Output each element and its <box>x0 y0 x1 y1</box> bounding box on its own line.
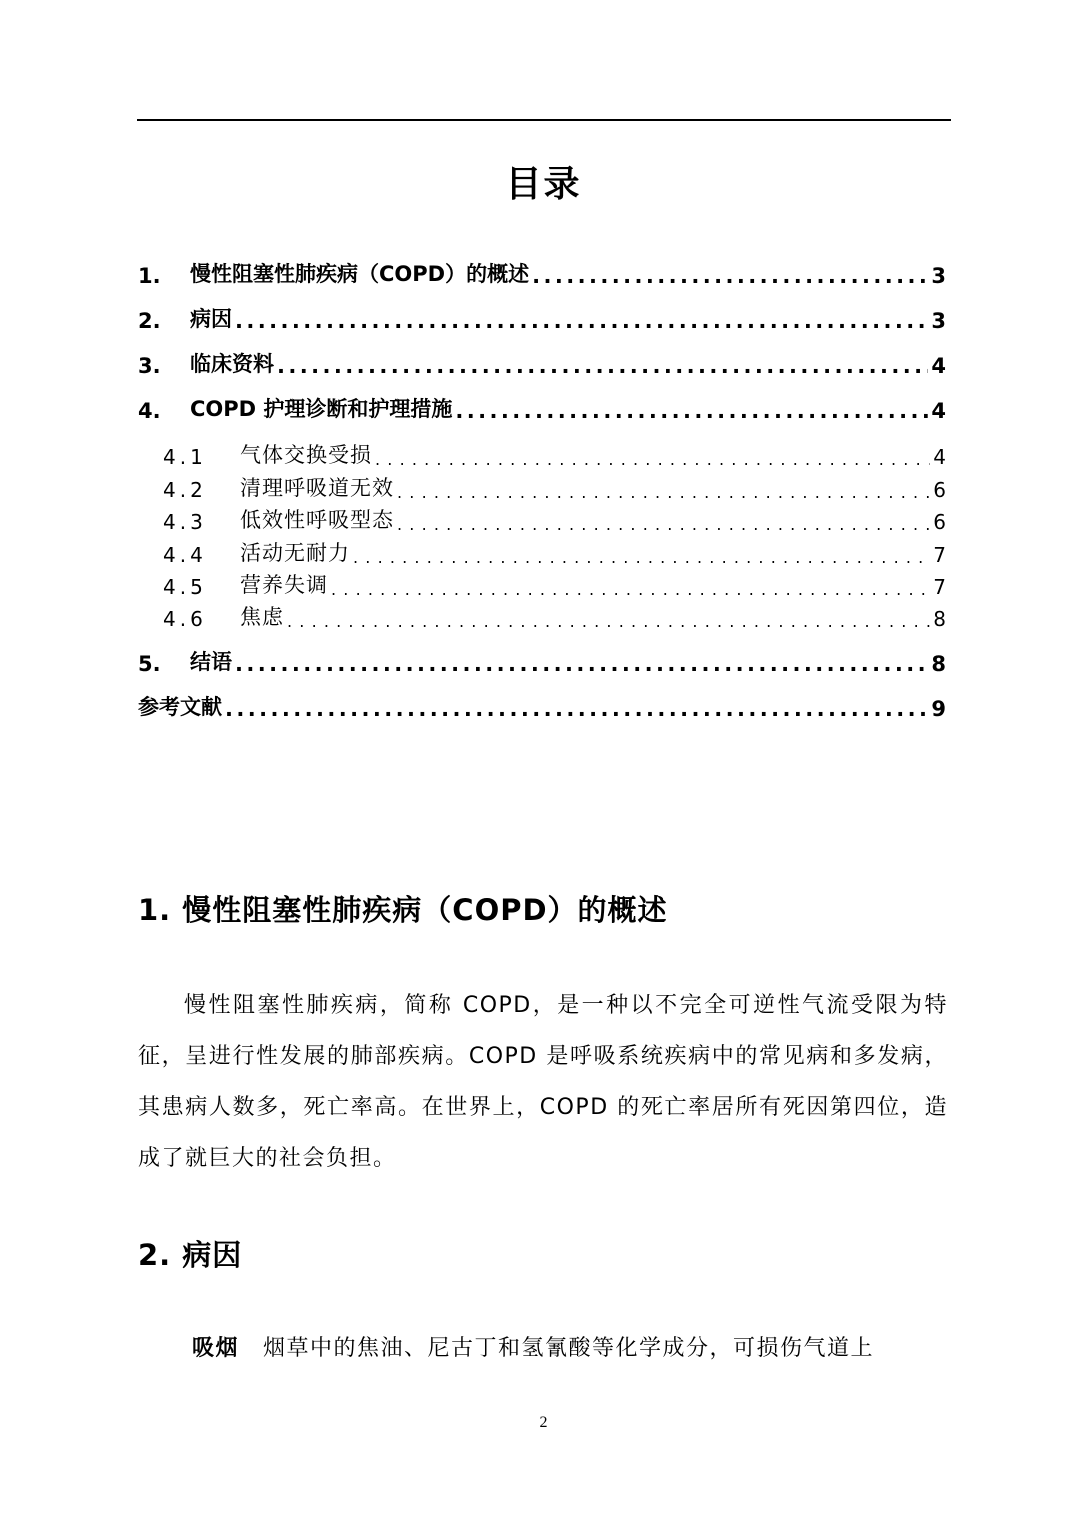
toc-entry-page: 4 <box>931 354 946 378</box>
toc-entry-label: 焦虑 <box>240 605 284 629</box>
toc-entry-label: 活动无耐力 <box>240 541 350 565</box>
toc-entry-number: 1. <box>138 264 161 288</box>
toc-entry-page: 6 <box>933 510 946 534</box>
toc-entry-label: 低效性呼吸型态 <box>240 508 394 532</box>
toc-subentry[interactable] <box>163 569 946 599</box>
toc-leader-dots <box>532 264 928 288</box>
toc-entry-page: 9 <box>931 697 946 721</box>
toc-entry-page: 8 <box>931 652 946 676</box>
paragraph-lead-term: 吸烟 <box>192 1336 240 1361</box>
toc-leader-dots <box>397 515 930 534</box>
toc-entry-page: 3 <box>931 309 946 333</box>
toc-entry-label: 清理呼吸道无效 <box>240 476 394 500</box>
toc-entry-page: 4 <box>931 399 946 423</box>
toc-entry-number: 4.5 <box>163 575 207 599</box>
toc-entry[interactable] <box>138 646 946 676</box>
toc-subentry[interactable] <box>163 472 946 502</box>
toc-leader-dots <box>455 399 928 423</box>
toc-entry-page: 3 <box>931 264 946 288</box>
toc-entry-label: COPD 护理诊断和护理措施 <box>190 397 453 421</box>
toc-leader-dots <box>235 652 928 676</box>
toc-entry-number: 3. <box>138 354 161 378</box>
toc-entry-page: 7 <box>933 543 946 567</box>
toc-leader-dots <box>287 612 930 631</box>
toc-entry-number: 2. <box>138 309 161 333</box>
section-paragraph: 慢性阻塞性肺疾病，简称 COPD，是一种以不完全可逆性气流受限为特征，呈进行性发展的肺部疾病。COPD 是呼吸系统疾病中的常见病和多发病，其患病人数多，死亡率高。在世界上，COPD 的死亡率居所有死因第四位，造成了就巨大的社会负担。 <box>138 993 948 1171</box>
toc-subentry[interactable] <box>163 537 946 567</box>
toc-entry-label: 气体交换受损 <box>240 443 372 467</box>
toc-entry-label: 参考文献 <box>138 695 222 719</box>
toc-subentry[interactable] <box>163 439 946 469</box>
toc-entry-label: 慢性阻塞性肺疾病（COPD）的概述 <box>190 262 530 286</box>
toc-leader-dots <box>225 697 928 721</box>
toc-leader-dots <box>277 354 928 378</box>
toc-entry-number: 4.6 <box>163 607 207 631</box>
toc-entry-page: 7 <box>933 575 946 599</box>
paragraph-text: 烟草中的焦油、尼古丁和氢氰酸等化学成分，可损伤气道上 <box>263 1336 875 1361</box>
toc-entry[interactable] <box>138 348 946 378</box>
toc-entry-label: 病因 <box>190 307 232 331</box>
toc-leader-dots <box>331 580 930 599</box>
section-heading: 1. 慢性阻塞性肺疾病（COPD）的概述 <box>138 893 668 927</box>
section-heading: 2. 病因 <box>138 1238 243 1272</box>
toc-entry-number: 4.4 <box>163 543 207 567</box>
toc-leader-dots <box>397 483 930 502</box>
toc-entry[interactable] <box>138 258 946 288</box>
toc-entry[interactable] <box>138 691 946 721</box>
toc-entry-page: 4 <box>933 445 946 469</box>
toc-entry[interactable] <box>138 303 946 333</box>
toc-title: 目录 <box>505 164 582 205</box>
toc-entry-label: 结语 <box>190 650 232 674</box>
toc-entry-number: 4.1 <box>163 445 207 469</box>
toc-leader-dots <box>235 309 928 333</box>
page-number: 2 <box>539 1414 548 1431</box>
section-paragraph <box>138 1323 948 1374</box>
toc-entry-page: 6 <box>933 478 946 502</box>
toc-entry-label: 临床资料 <box>190 352 274 376</box>
toc-entry-number: 4.3 <box>163 510 207 534</box>
toc-entry-label: 营养失调 <box>240 573 328 597</box>
toc-entry-page: 8 <box>933 607 946 631</box>
toc-entry-number: 5. <box>138 652 161 676</box>
toc-leader-dots <box>375 450 930 469</box>
toc-leader-dots <box>353 548 930 567</box>
toc-subentry[interactable] <box>163 504 946 534</box>
toc-entry-number: 4. <box>138 399 161 423</box>
toc-subentry[interactable] <box>163 601 946 631</box>
header-rule <box>137 119 951 121</box>
toc-entry[interactable] <box>138 393 946 423</box>
toc-entry-number: 4.2 <box>163 478 207 502</box>
